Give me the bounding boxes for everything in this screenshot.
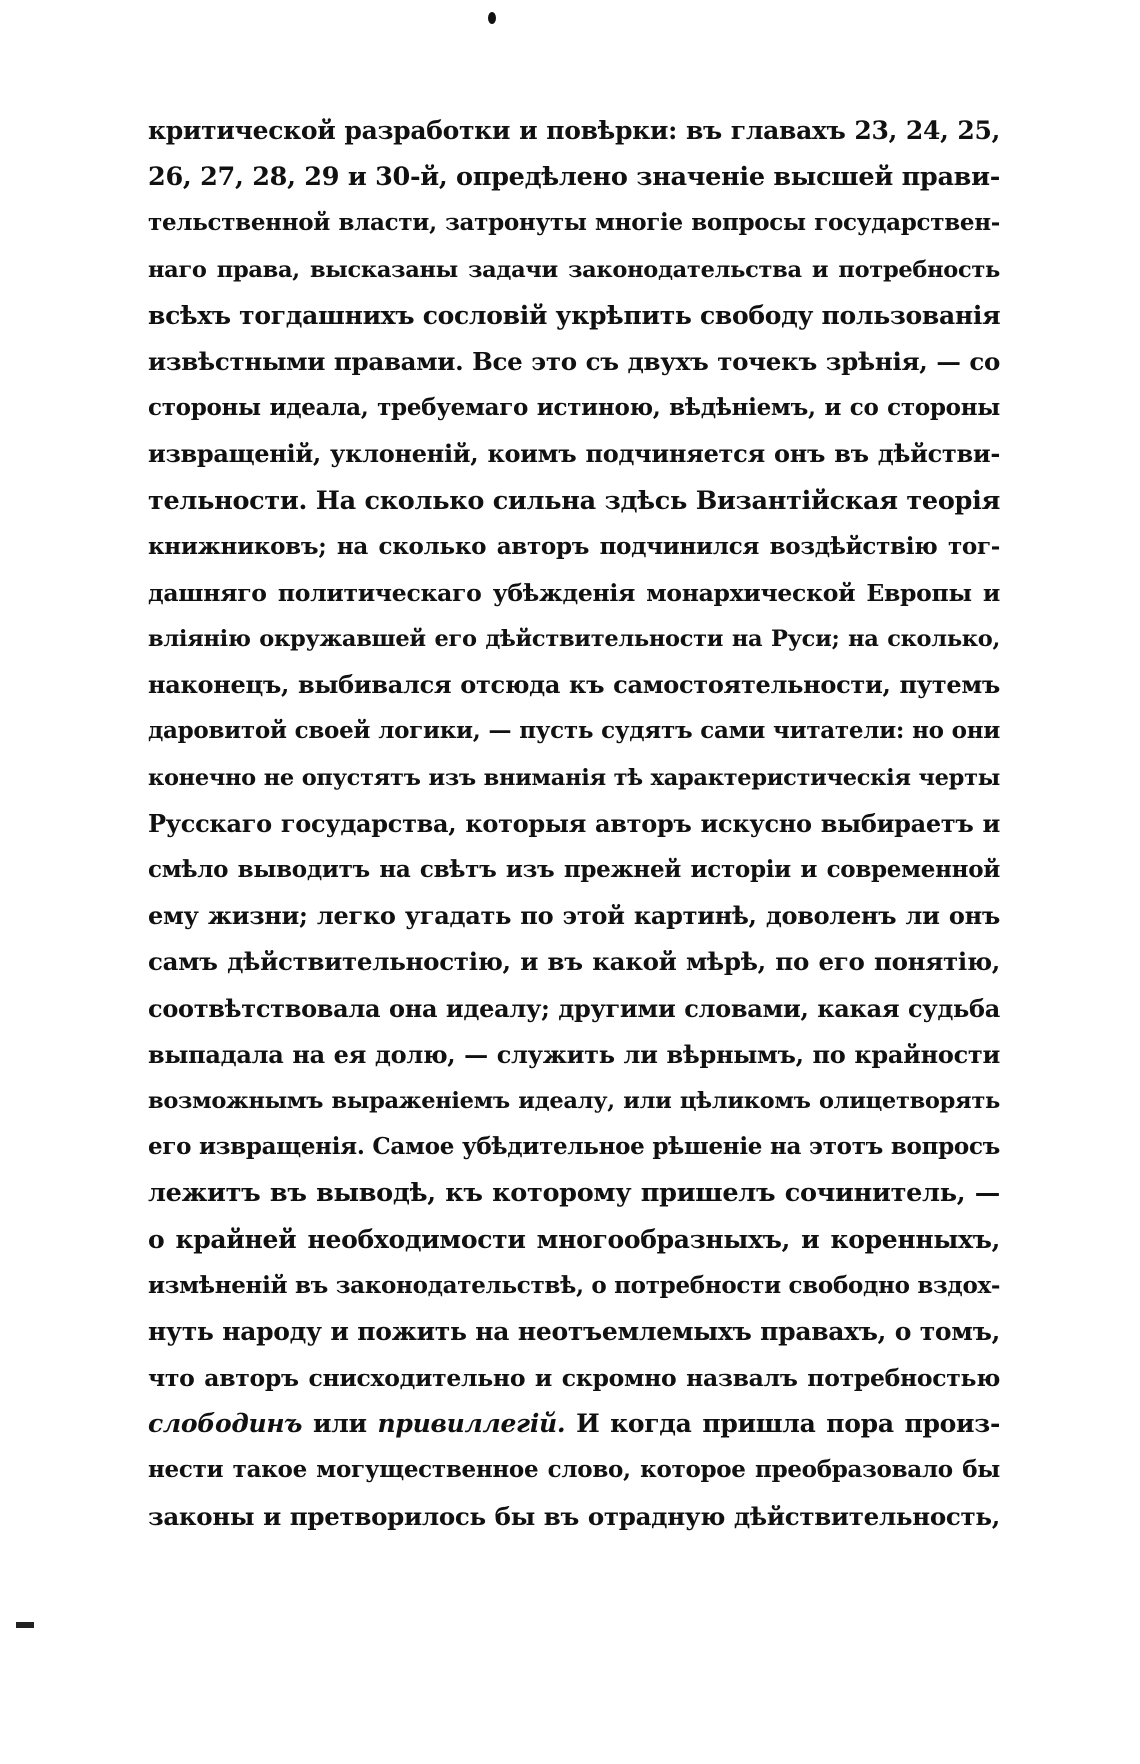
text-line: извращеній, уклоненій, коимъ подчиняется онъ въ дѣйстви- xyxy=(148,439,1000,469)
text-line: соотвѣтствовала она идеалу; другими словами, какая судьба xyxy=(148,993,1000,1023)
text-line: дашняго политическаго убѣжденія монархической Европы и xyxy=(148,578,1000,607)
text-line: лежитъ въ выводѣ, къ которому пришелъ сочинитель, — xyxy=(148,1178,1000,1209)
text-line: возможнымъ выраженіемъ идеалу, или цѣликомъ олицетворять xyxy=(148,1087,1000,1114)
text-line: о крайней необходимости многообразныхъ, и коренныхъ, xyxy=(148,1224,1000,1254)
text-line: стороны идеала, требуемаго истиною, вѣдѣніемъ, и со стороны xyxy=(148,394,1000,422)
text-line-with-italics xyxy=(148,1401,1000,1447)
italic-word: слободинъ xyxy=(148,1409,303,1439)
text-line: 26, 27, 28, 29 и 30-й, опредѣлено значеніе высшей прави- xyxy=(148,162,1000,193)
italic-word: привиллегій. xyxy=(377,1409,566,1439)
text-line: законы и претворилось бы въ отрадную дѣйствительность, xyxy=(148,1501,1000,1531)
text-line: измѣненій въ законодательствѣ, о потребности свободно вздох- xyxy=(148,1271,1001,1299)
body-text xyxy=(148,108,1000,1540)
text-line: наконецъ, выбивался отсюда къ самостоятельности, путемъ xyxy=(148,670,1000,700)
text-line: его извращенія. Самое убѣдительное рѣшеніе на этотъ вопросъ xyxy=(148,1133,1000,1161)
text-line: книжниковъ; на сколько авторъ подчинился воздѣйствію тог- xyxy=(148,532,1000,560)
text-line: извѣстными правами. Все это съ двухъ точекъ зрѣнія, — со xyxy=(148,346,1000,376)
text-line: конечно не опустятъ изъ вниманія тѣ характеристическія черты xyxy=(148,764,1000,791)
text-line: что авторъ снисходительно и скромно назвалъ потребностью xyxy=(148,1364,1000,1393)
plain-word: или xyxy=(312,1409,367,1439)
left-edge-mark xyxy=(16,1622,34,1628)
text-line: наго права, высказаны задачи законодательства и потребность xyxy=(148,256,1000,283)
text-line: даровитой своей логики, — пусть судятъ сами читатели: но они xyxy=(148,717,1000,745)
text-line: выпадала на ея долю, — служить ли вѣрнымъ, по крайности xyxy=(148,1039,1000,1069)
text-line: всѣхъ тогдашнихъ сословій укрѣпить свободу пользованія xyxy=(148,300,1001,330)
text-line: критической разработки и повѣрки: въ главахъ 23, 24, 25, xyxy=(148,116,1000,145)
text-line: нести такое могущественное слово, которое преобразовало бы xyxy=(148,1456,1000,1484)
text-line: тельности. На сколько сильна здѣсь Византійская теорія xyxy=(148,485,1000,516)
plain-phrase: И когда пришла пора произ- xyxy=(576,1409,1001,1439)
top-ink-speck xyxy=(488,12,496,24)
text-line: Русскаго государства, которыя авторъ искусно выбираетъ и xyxy=(148,808,1000,838)
text-line: вліянію окружавшей его дѣйствительности на Руси; на сколько, xyxy=(148,626,1000,653)
text-line: тельственной власти, затронуты многіе вопросы государствен- xyxy=(148,209,1000,237)
text-line: смѣло выводитъ на свѣтъ изъ прежней исторіи и современной xyxy=(148,856,1000,883)
text-line: самъ дѣйствительностію, и въ какой мѣрѣ, по его понятію, xyxy=(148,947,1000,977)
text-line: ему жизни; легко угадать по этой картинѣ, доволенъ ли онъ xyxy=(148,901,1000,931)
text-line: нуть народу и пожить на неотъемлемыхъ правахъ, о томъ, xyxy=(148,1316,1000,1346)
